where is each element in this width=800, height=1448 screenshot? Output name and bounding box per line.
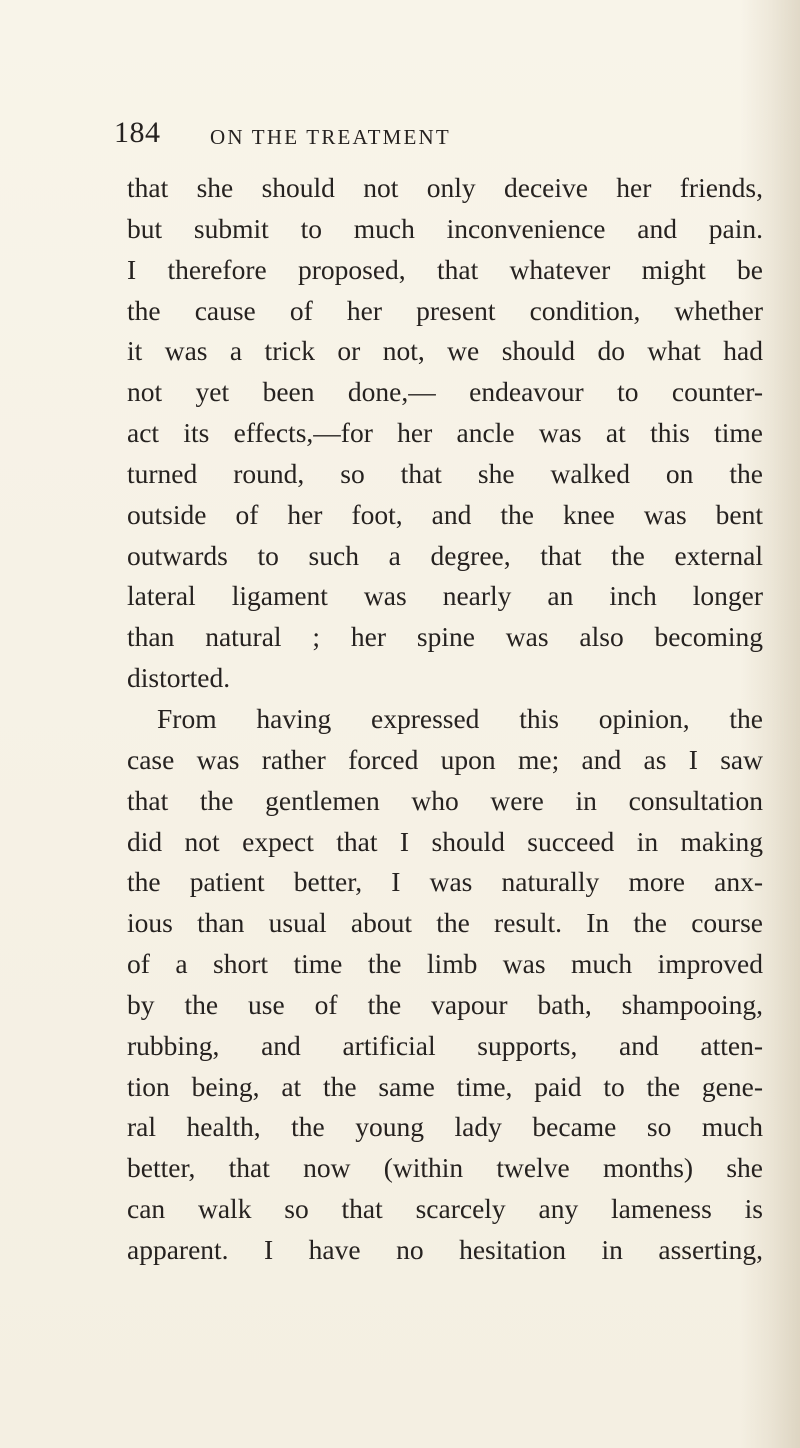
text-line: did not expect that I should succeed in making (127, 825, 763, 857)
paragraph-end-line: distorted. (127, 662, 231, 694)
text-line: outside of her foot, and the knee was bent (127, 498, 763, 530)
text-line: turned round, so that she walked on the (127, 457, 763, 489)
page-header (114, 118, 634, 158)
text-line: but submit to much inconvenience and pain. (127, 212, 763, 244)
text-line: that the gentlemen who were in consultation (127, 784, 763, 816)
text-line: not yet been done,— endeavour to counter- (127, 376, 763, 408)
text-line: by the use of the vapour bath, shampooing, (127, 988, 763, 1020)
text-line: the patient better, I was naturally more anx- (127, 866, 763, 898)
text-line: case was rather forced upon me; and as I saw (127, 743, 763, 775)
text-line: act its effects,—for her ancle was at this time (127, 417, 763, 449)
text-line: rubbing, and artificial supports, and atten- (127, 1029, 763, 1061)
body-text (127, 168, 763, 1271)
text-line: it was a trick or not, we should do what had (127, 335, 763, 367)
text-line: lateral ligament was nearly an inch longer (127, 580, 763, 612)
page-number: 184 (114, 116, 161, 149)
text-line: ious than usual about the result. In the course (127, 907, 763, 939)
text-line: ral health, the young lady became so much (127, 1111, 763, 1143)
text-line: that she should not only deceive her friends, (127, 172, 763, 203)
text-line: apparent. I have no hesitation in asserting, (127, 1233, 763, 1265)
text-line: than natural ; her spine was also becoming (127, 621, 763, 653)
paragraph-start-line: From having expressed this opinion, the (157, 702, 763, 734)
text-line: of a short time the limb was much improved (127, 948, 763, 980)
text-line: can walk so that scarcely any lameness is (127, 1193, 763, 1225)
text-line: outwards to such a degree, that the external (127, 539, 763, 571)
running-head: ON THE TREATMENT (210, 125, 451, 149)
text-line: I therefore proposed, that whatever might be (127, 253, 763, 285)
text-line: tion being, at the same time, paid to the gene- (127, 1070, 763, 1102)
text-line: the cause of her present condition, whether (127, 294, 763, 326)
text-line: better, that now (within twelve months) she (127, 1152, 763, 1184)
